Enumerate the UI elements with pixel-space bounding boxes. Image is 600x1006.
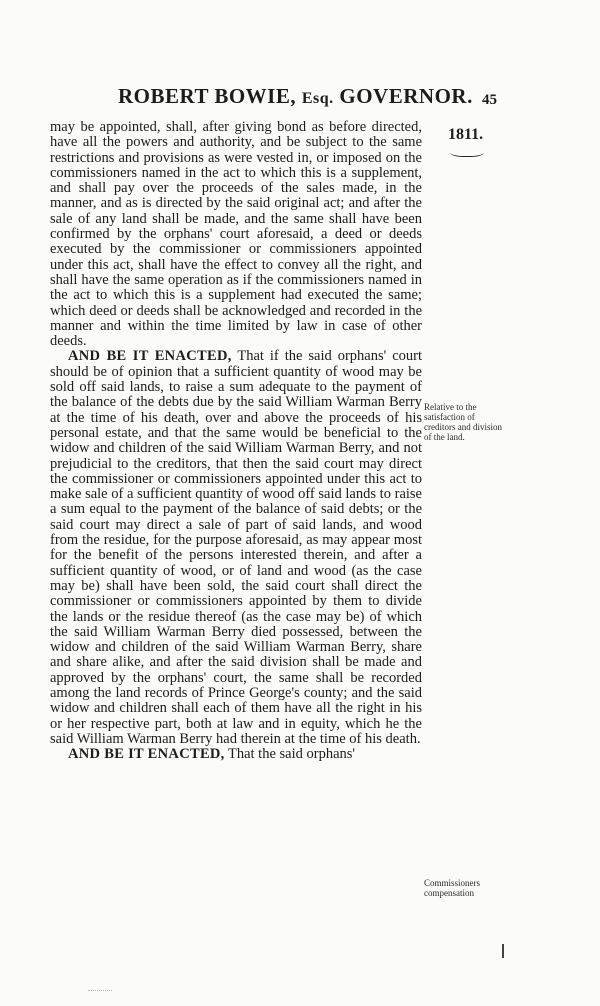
running-head-esq: Esq. <box>301 90 334 107</box>
page-number: 45 <box>482 92 497 108</box>
paragraph-text: That if the said orphans' court should be of opinion that a sufficient quantity of wood may be sold off said lands, to raise a sum adequate to the payment of the balance of the debts due by the said William Warman Berry at the time of his death, over and above the proceeds of his personal estate, and that the same would be beneficial to the widow and children of the said William Warman Berry, and not prejudicial to the creditors, that then the said court may direct the commissioner or commissioners appointed under this act to make sale of a sufficient quantity of wood off said lands to raise a sum equal to the payment of the balance of said debts; or the said court may direct a sale of part of said lands, and wood from the residue, for the purpose aforesaid, as may appear most for the benefit of the persons interested therein, and after a sufficient quantity of wood, or of land and wood (as the case may be) shall have been sold, the said court shall direct the commissioner or commissioners appointed by them to divide the lands or the residue thereof (as the case may be) of which the said William Warman Berry died possessed, between the widow and children of the said William Warman Berry, share and share alike, and after the said division shall be made and approved by the orphans' court, the same shall be recorded among the land records of Prince George's county; and the said widow and children shall each of them have all the right in his or her respective part, both at law and in equity, which he the said William Warman Berry had therein at the time of his death. <box>50 348 422 747</box>
running-head-name: ROBERT BOWIE, <box>118 84 302 108</box>
body-text <box>50 120 422 762</box>
margin-note-satisfaction: Relative to the satisfaction of creditors and division of the land. <box>424 402 502 442</box>
paragraph-enactment-commissioners <box>50 747 422 762</box>
year-brace <box>450 146 484 157</box>
running-head <box>118 84 473 109</box>
enacting-clause: AND BE IT ENACTED, <box>68 348 232 365</box>
paragraph-text: That the said orphans' <box>224 746 356 763</box>
margin-year: 1811. <box>448 126 484 143</box>
paragraph-continued: may be appointed, shall, after giving bond as before directed, have all the powers and authority, and be subject to the same restrictions and provisions as were vested in, or imposed on the commissioners named in the act to which this is a supplement, and shall pay over the proceeds of the sales made, in the manner, and as is directed by the said original act; and after the sale of any land shall be made, and the same shall have been confirmed by the orphans' court aforesaid, a deed or deeds executed by the commissioner or commissioners appointed under this act, shall have the effect to convey all the right, and shall have the same operation as if the commissioners named in the act to which this is a supplement had executed the same; which deed or deeds shall be acknowledged and recorded in the manner and within the time limited by law in case of other deeds. <box>50 119 422 350</box>
paragraph-enactment-wood-sale <box>50 349 422 747</box>
enacting-clause: AND BE IT ENACTED, <box>68 746 225 763</box>
margin-note-commissioners: Commissioners compensation <box>424 878 481 898</box>
ink-mark <box>502 944 510 958</box>
running-head-title: GOVERNOR. <box>333 84 473 108</box>
page-smudge <box>88 990 112 999</box>
